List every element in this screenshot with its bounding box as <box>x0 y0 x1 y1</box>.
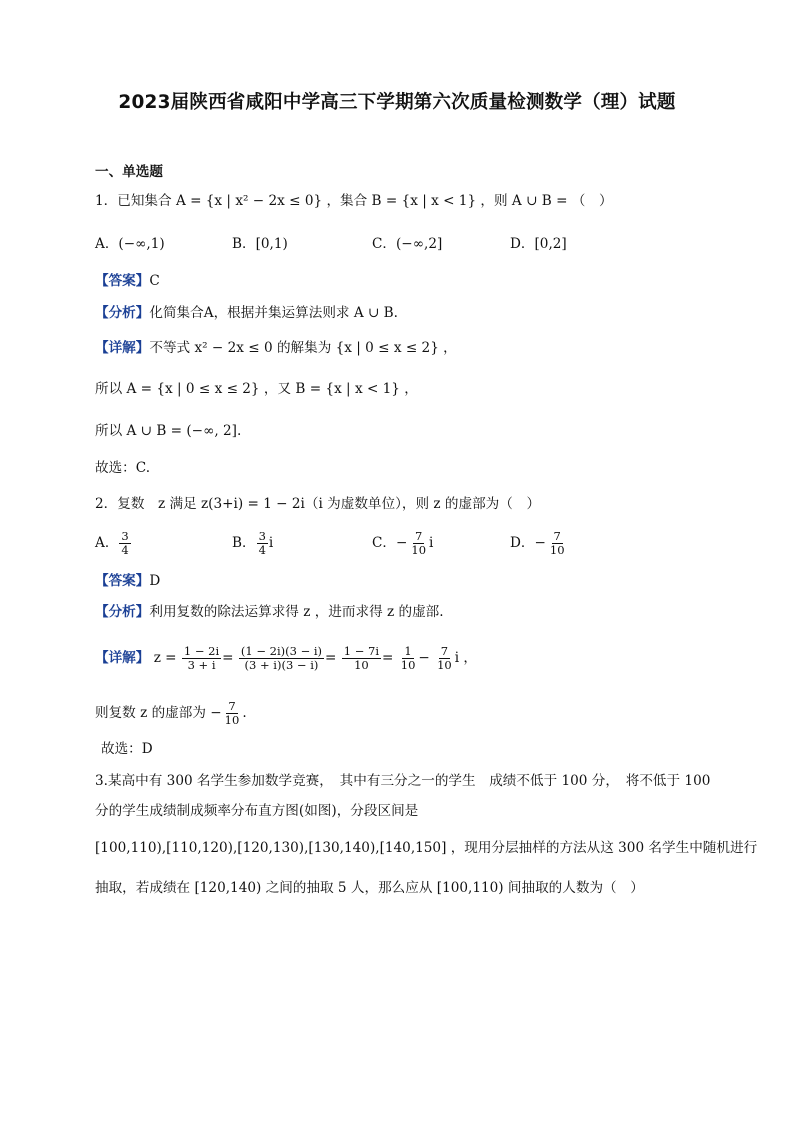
q1-option-d: D．[0,2] <box>510 236 567 252</box>
analysis-tag: 【分析】 <box>95 305 150 321</box>
numerator: (1 − 2i)(3 − i) <box>240 644 323 658</box>
analysis-text: 化简集合A，根据并集运算法则求 A ∪ B. <box>149 305 398 321</box>
option-label: C． <box>372 535 396 551</box>
q2-choice: 故选：D <box>101 741 153 757</box>
fraction <box>342 645 381 672</box>
numerator: 7 <box>228 699 236 713</box>
numerator: 3 <box>121 529 129 543</box>
question-3-line-1: 3.某高中有 300 名学生参加数学竞赛， 其中有三分之一的学生 成绩不低于 100 分， 将不低于 100 <box>95 773 711 789</box>
q1-detail <box>95 338 457 358</box>
denominator: 10 <box>411 543 427 557</box>
q1-analysis <box>95 303 398 323</box>
fraction <box>119 530 130 557</box>
fraction <box>548 530 567 557</box>
numerator: 1 <box>404 644 412 658</box>
q1-choice: 故选：C. <box>95 460 151 476</box>
denominator: 3 + i <box>187 658 216 672</box>
document-title: 2023届陕西省咸阳中学高三下学期第六次质量检测数学（理）试题 <box>118 92 676 113</box>
detail-tag: 【详解】 <box>95 340 150 356</box>
q1-answer <box>95 271 160 291</box>
question-3-line-3: [100,110),[110,120),[120,130),[130,140),[140,150] ，现用分层抽样的方法从这 300 名学生中随机进行 <box>95 840 758 856</box>
denominator: 10 <box>549 543 565 557</box>
numerator: 7 <box>440 644 449 658</box>
question-1-stem: 1．已知集合 A = {x | x² − 2x ≤ 0} ，集合 B = {x | x < 1} ，则 A ∪ B = （ ） <box>95 193 613 209</box>
q2-option-b <box>232 530 273 557</box>
numerator: 3 <box>258 529 266 543</box>
equation-lhs: z = <box>153 650 177 666</box>
q2-conclusion: 则复数 z 的虚部为 − $\frac{7}{10}$ . <box>95 699 247 727</box>
detail-tag: 【详解】 <box>95 650 150 666</box>
denominator: 10 <box>400 658 416 672</box>
denominator: 10 <box>354 658 369 672</box>
question-2-stem: 2．复数 z 满足 z(3+i) = 1 − 2i（i 为虚数单位），则 z 的虚部为（ ） <box>95 496 541 512</box>
denominator: 4 <box>121 543 129 557</box>
option-label: B． <box>232 535 256 551</box>
detail-text: 不等式 x² − 2x ≤ 0 的解集为 {x | 0 ≤ x ≤ 2} ， <box>149 340 457 356</box>
imaginary-unit: i <box>429 535 434 551</box>
answer-tag: 【答案】 <box>95 573 150 589</box>
denominator: (3 + i)(3 − i) <box>244 658 319 672</box>
question-3-line-4: 抽取，若成绩在 [120,140) 之间的抽取 5 人，那么应从 [100,110) 间抽取的人数为（ ） <box>95 880 644 896</box>
analysis-text: 利用复数的除法运算求得 z ，进而求得 z 的虚部. <box>149 604 444 620</box>
q2-option-a <box>95 530 132 557</box>
numerator: 1 − 2i <box>183 644 220 658</box>
fraction <box>409 530 428 557</box>
option-label: A． <box>95 535 119 551</box>
numerator: 7 <box>553 529 561 543</box>
q2-option-c <box>372 530 433 557</box>
minus-sign: − <box>396 535 408 551</box>
q1-option-c: C．(−∞,2] <box>372 236 443 252</box>
section-heading: 一、单选题 <box>95 164 163 180</box>
equation-tail: i ， <box>454 650 478 666</box>
fraction <box>239 645 324 672</box>
fraction <box>399 645 418 672</box>
minus-sign: − <box>534 535 546 551</box>
denominator: 10 <box>437 658 452 672</box>
q1-detail-line-3: 所以 A ∪ B = (−∞, 2]. <box>95 423 242 439</box>
fraction <box>223 700 242 727</box>
numerator: 7 <box>415 529 423 543</box>
numerator: 1 − 7i <box>343 644 380 658</box>
q2-answer <box>95 571 160 591</box>
fraction <box>182 645 221 672</box>
denominator: 10 <box>224 713 240 727</box>
q1-option-b: B．[0,1) <box>232 236 288 252</box>
q2-analysis <box>95 602 444 622</box>
imaginary-unit: i <box>268 535 274 551</box>
fraction <box>257 530 268 557</box>
q1-detail-line-2: 所以 A = {x | 0 ≤ x ≤ 2} ，又 B = {x | x < 1} ， <box>95 381 418 397</box>
q1-option-a: A．(−∞,1) <box>95 236 165 252</box>
question-3-line-2: 分的学生成绩制成频率分布直方图(如图)，分段区间是 <box>95 803 419 819</box>
analysis-tag: 【分析】 <box>95 604 150 620</box>
answer-tag: 【答案】 <box>95 273 150 289</box>
answer-value: C <box>149 273 160 289</box>
q2-detail: 【详解】 z = $\frac{1 - 2i}{3 + i}$ = $\frac{(1 - 2i)(3 - i)}{(3 + i)(3 - i)}$ = $\frac{1 - 7i}{10}$ = $\frac{1}{10}$ − $\frac{7}{10}$ i ， <box>95 644 478 672</box>
fraction <box>435 645 454 672</box>
option-label: D． <box>510 535 535 551</box>
conclusion-text: 则复数 z 的虚部为 − <box>95 705 222 721</box>
denominator: 4 <box>258 543 266 557</box>
answer-value: D <box>149 573 161 589</box>
q2-option-d <box>510 530 568 557</box>
